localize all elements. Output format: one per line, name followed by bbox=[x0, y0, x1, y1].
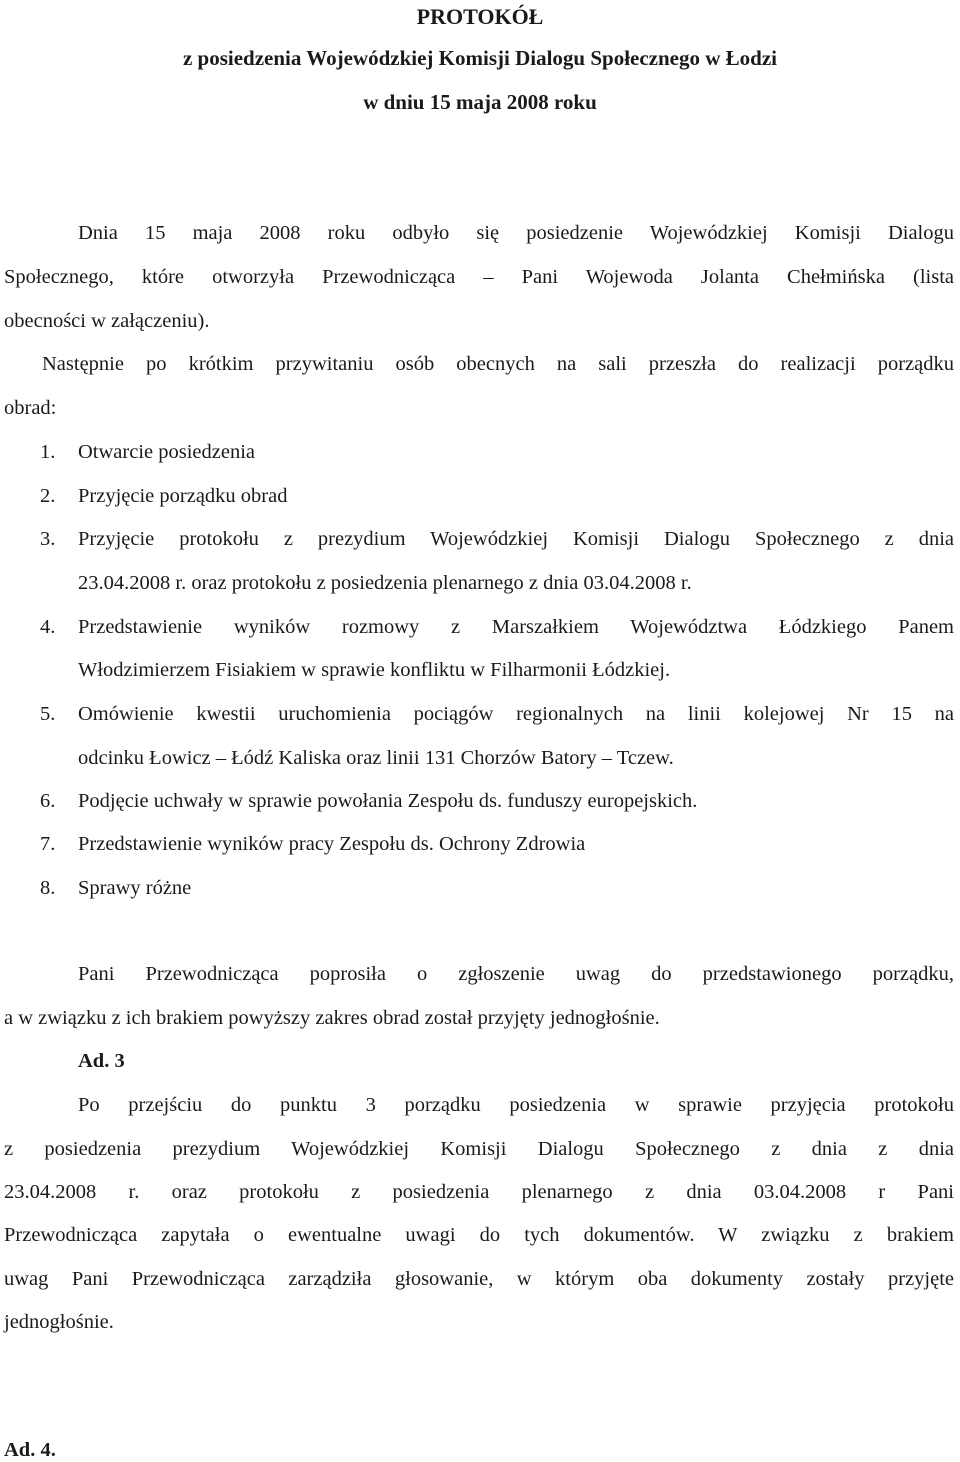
agenda-item-continuation: Włodzimierzem Fisiakiem w sprawie konfliktu w Filharmonii Łódzkiej. bbox=[78, 659, 671, 681]
agenda-item-number: 6. bbox=[40, 790, 56, 812]
paragraph-line: uwag Pani Przewodnicząca zarządziła głosowanie, w którym oba dokumenty zostały przyjęte bbox=[4, 1268, 954, 1290]
agenda-item-text: Przedstawienie wyników rozmowy z Marszałkiem Województwa Łódzkiego Panem bbox=[78, 616, 954, 638]
document-subtitle-meeting: z posiedzenia Wojewódzkiej Komisji Dialogu Społecznego w Łodzi bbox=[182, 46, 778, 70]
document-subtitle-date: w dniu 15 maja 2008 roku bbox=[363, 90, 597, 114]
intro-line: obecności w załączeniu). bbox=[4, 310, 210, 332]
paragraph-line: 23.04.2008 r. oraz protokołu z posiedzenia plenarnego z dnia 03.04.2008 r Pani bbox=[4, 1181, 954, 1203]
agenda-item bbox=[40, 484, 954, 508]
agenda-item-continuation: 23.04.2008 r. oraz protokołu z posiedzenia plenarnego z dnia 03.04.2008 r. bbox=[78, 572, 692, 594]
intro-line: Następnie po krótkim przywitaniu osób obecnych na sali przeszła do realizacji porządku bbox=[42, 353, 954, 375]
agenda-item-number: 2. bbox=[40, 485, 56, 507]
paragraph-line: jednogłośnie. bbox=[4, 1311, 114, 1333]
paragraph-line: a w związku z ich brakiem powyższy zakres obrad został przyjęty jednogłośnie. bbox=[4, 1007, 660, 1029]
section-heading-ad4: Ad. 4. bbox=[4, 1439, 56, 1461]
intro-line: obrad: bbox=[4, 397, 57, 419]
agenda-item-text: Przedstawienie wyników pracy Zespołu ds. Ochrony Zdrowia bbox=[78, 833, 586, 855]
agenda-item bbox=[40, 789, 954, 813]
paragraph-line: Przewodnicząca zapytała o ewentualne uwagi do tych dokumentów. W związku z brakiem bbox=[4, 1224, 954, 1246]
agenda-item-number: 3. bbox=[40, 528, 56, 550]
paragraph-line: z posiedzenia prezydium Wojewódzkiej Komisji Dialogu Społecznego z dnia z dnia bbox=[4, 1138, 954, 1160]
section-heading-ad3: Ad. 3 bbox=[78, 1050, 125, 1072]
agenda-item bbox=[40, 440, 954, 464]
document-title: PROTOKÓŁ bbox=[416, 4, 544, 29]
paragraph-line: Po przejściu do punktu 3 porządku posiedzenia w sprawie przyjęcia protokołu bbox=[78, 1094, 954, 1116]
agenda-item-text: Przyjęcie protokołu z prezydium Wojewódzkiej Komisji Dialogu Społecznego z dnia bbox=[78, 528, 954, 550]
agenda-item bbox=[40, 876, 954, 900]
agenda-item-number: 5. bbox=[40, 703, 56, 725]
agenda-item-number: 7. bbox=[40, 833, 56, 855]
agenda-item-number: 8. bbox=[40, 877, 56, 899]
agenda-item-text: Otwarcie posiedzenia bbox=[78, 441, 256, 463]
agenda-item-text: Podjęcie uchwały w sprawie powołania Zespołu ds. funduszy europejskich. bbox=[78, 790, 698, 812]
agenda-item-text: Sprawy różne bbox=[78, 877, 192, 899]
intro-line: Dnia 15 maja 2008 roku odbyło się posiedzenie Wojewódzkiej Komisji Dialogu bbox=[78, 222, 954, 244]
agenda-item-continuation: odcinku Łowicz – Łódź Kaliska oraz linii 131 Chorzów Batory – Tczew. bbox=[78, 747, 674, 769]
agenda-item-number: 4. bbox=[40, 616, 56, 638]
intro-line: Społecznego, które otworzyła Przewodnicząca – Pani Wojewoda Jolanta Chełmińska (lista bbox=[4, 266, 954, 288]
agenda-item-text: Omówienie kwestii uruchomienia pociągów regionalnych na linii kolejowej Nr 15 na bbox=[78, 703, 954, 725]
paragraph-line: Pani Przewodnicząca poprosiła o zgłoszenie uwag do przedstawionego porządku, bbox=[78, 963, 954, 985]
agenda-item bbox=[40, 832, 954, 856]
agenda-item-text: Przyjęcie porządku obrad bbox=[78, 485, 288, 507]
agenda-item-number: 1. bbox=[40, 441, 56, 463]
